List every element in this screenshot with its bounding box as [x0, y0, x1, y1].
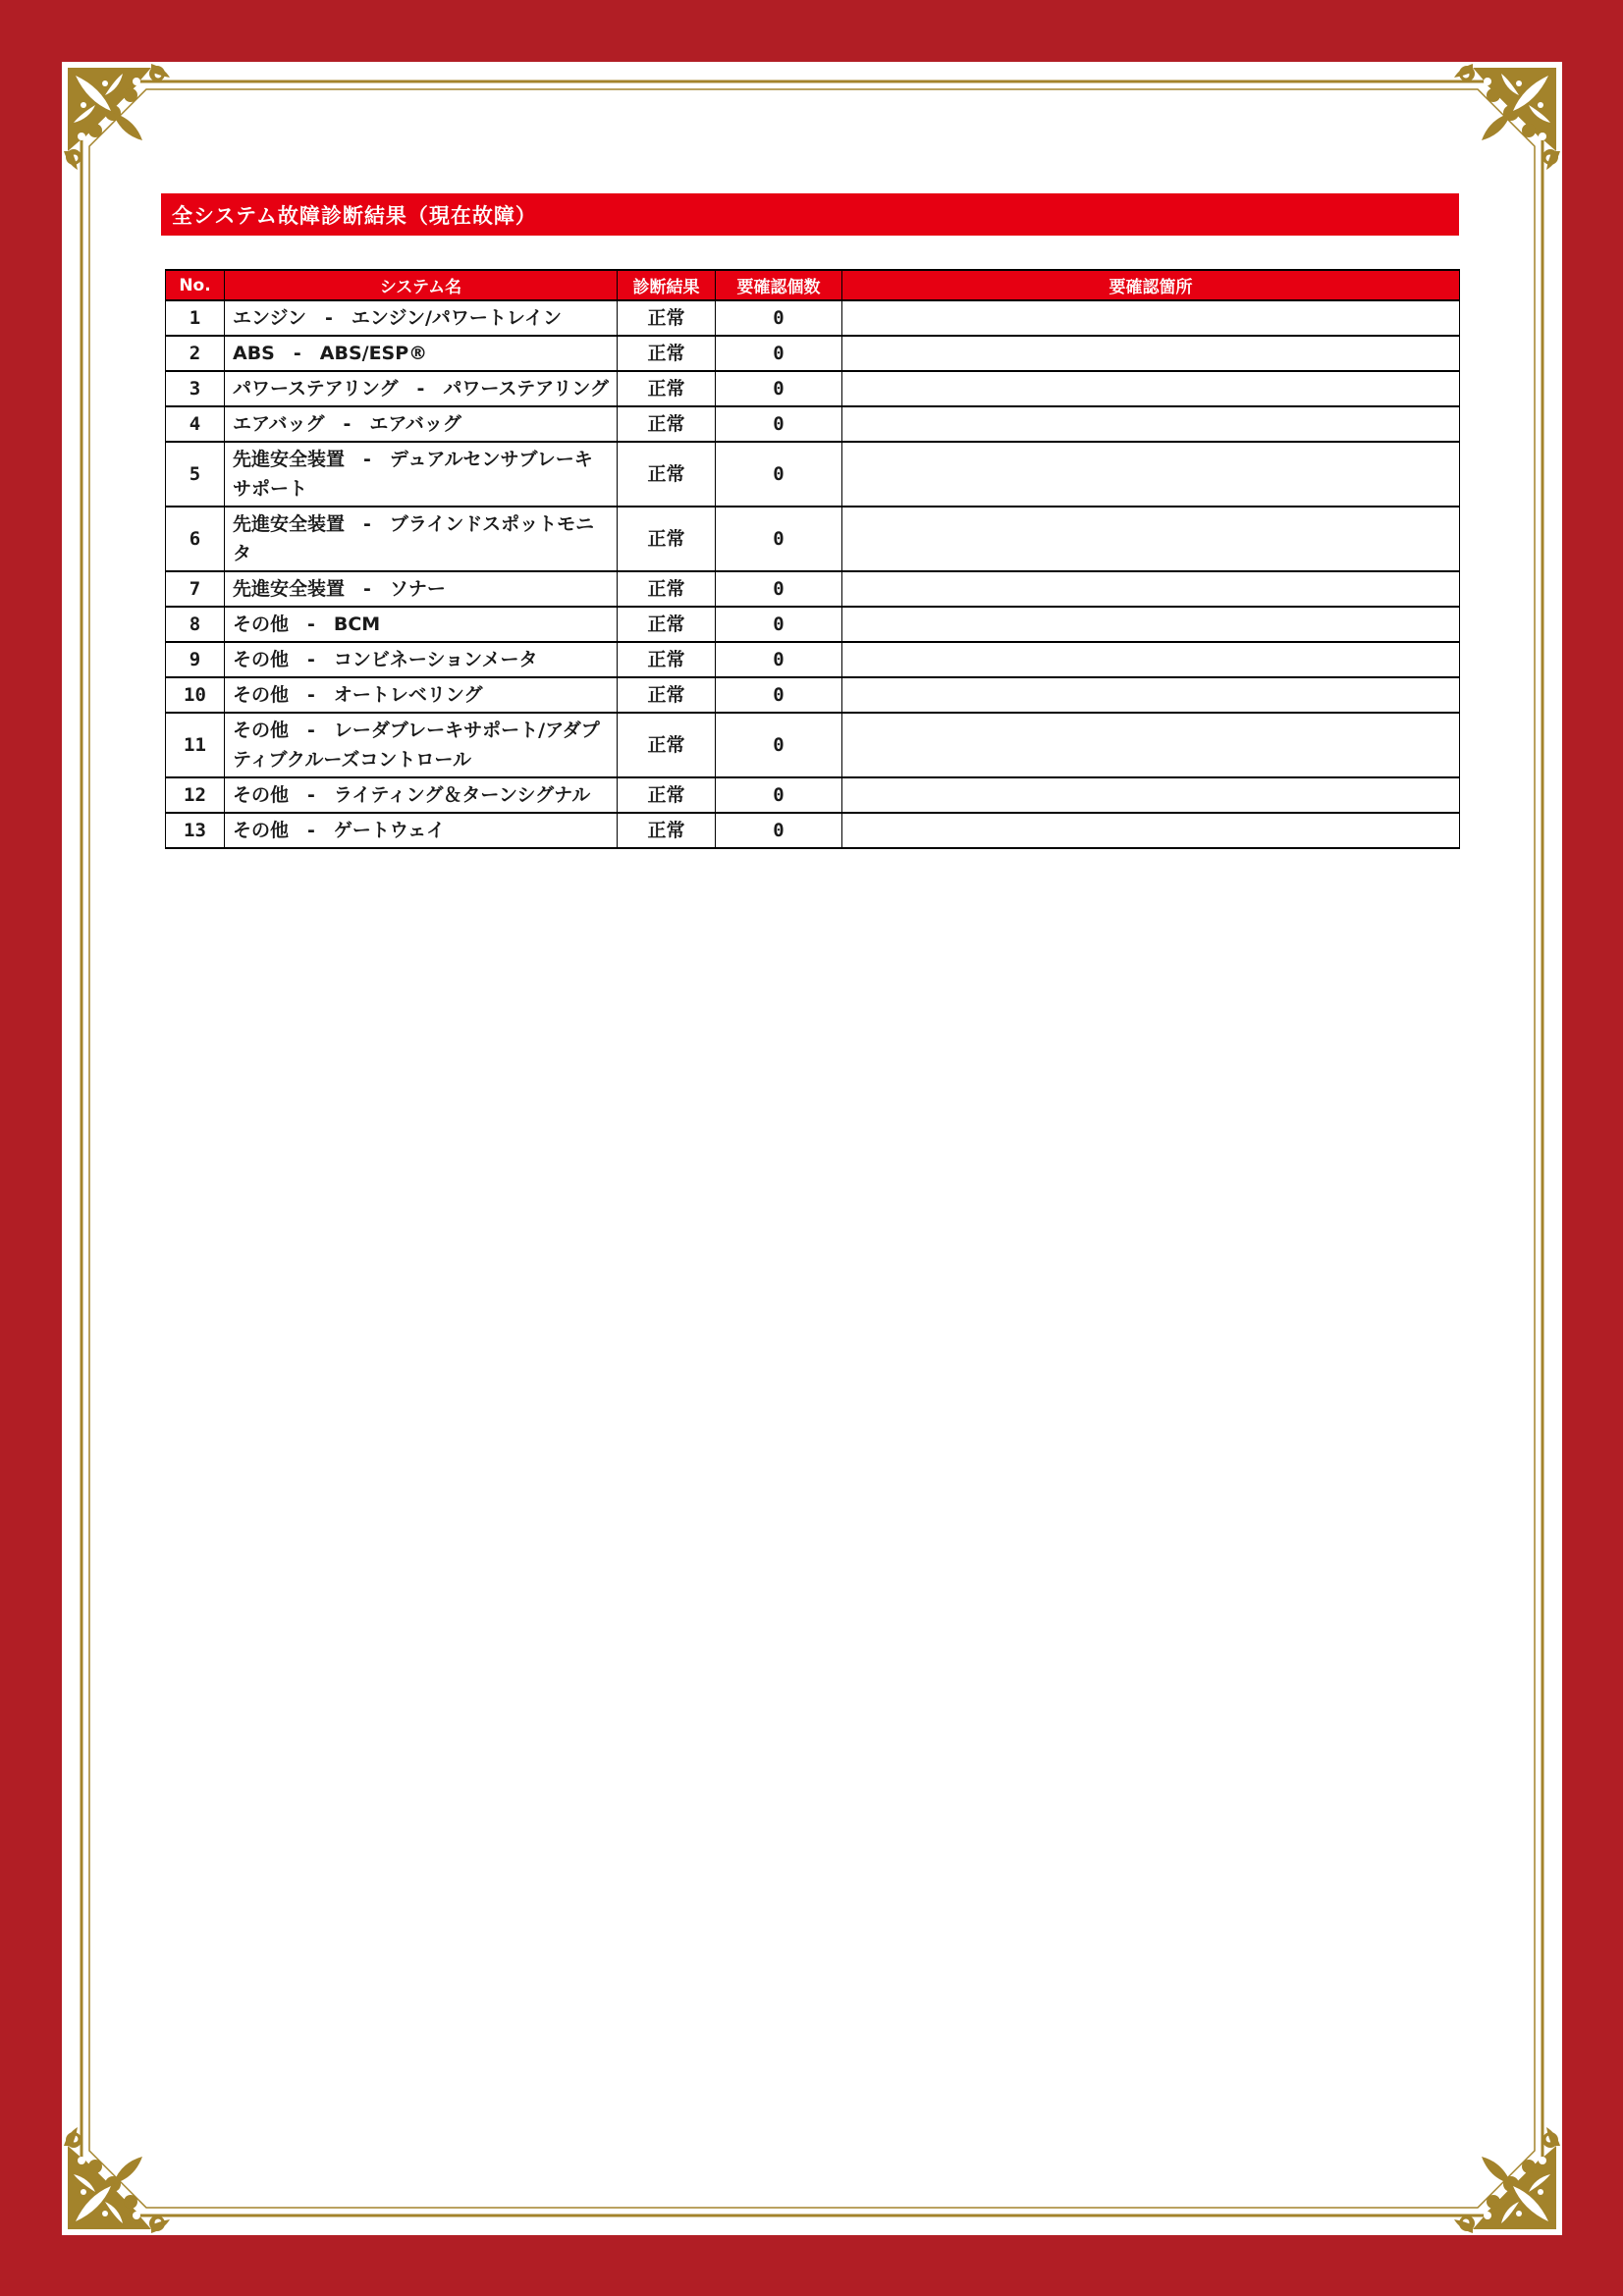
check-locations: [842, 371, 1460, 406]
row-number: 8: [166, 607, 225, 642]
table-row: [166, 777, 1460, 813]
check-locations: [842, 713, 1460, 777]
system-name: エンジン - エンジン/パワートレイン: [225, 300, 618, 336]
check-count: 0: [716, 813, 842, 848]
system-name: ABS - ABS/ESP®: [225, 336, 618, 371]
system-name: パワーステアリング - パワーステアリング: [225, 371, 618, 406]
check-locations: [842, 677, 1460, 713]
system-name: その他 - レーダブレーキサポート/アダプティブクルーズコントロール: [225, 713, 618, 777]
check-count: 0: [716, 336, 842, 371]
page-title: 全システム故障診断結果（現在故障）: [172, 203, 537, 228]
system-name: その他 - ゲートウェイ: [225, 813, 618, 848]
table-row: [166, 336, 1460, 371]
check-count: 0: [716, 300, 842, 336]
check-count: 0: [716, 371, 842, 406]
table-row: [166, 607, 1460, 642]
system-name: その他 - コンビネーションメータ: [225, 642, 618, 677]
check-locations: [842, 406, 1460, 442]
check-locations: [842, 336, 1460, 371]
diagnosis-result: 正常: [618, 713, 716, 777]
check-count: 0: [716, 571, 842, 607]
diagnosis-result: 正常: [618, 607, 716, 642]
row-number: 11: [166, 713, 225, 777]
row-number: 12: [166, 777, 225, 813]
system-name: その他 - BCM: [225, 607, 618, 642]
col-header-result: 診断結果: [618, 270, 716, 300]
check-locations: [842, 777, 1460, 813]
check-locations: [842, 507, 1460, 571]
diagnosis-result: 正常: [618, 371, 716, 406]
diagnosis-result: 正常: [618, 777, 716, 813]
check-count: 0: [716, 642, 842, 677]
row-number: 9: [166, 642, 225, 677]
table-row: [166, 813, 1460, 848]
table-row: [166, 406, 1460, 442]
col-header-system: システム名: [225, 270, 618, 300]
check-count: 0: [716, 677, 842, 713]
check-count: 0: [716, 713, 842, 777]
table-row: [166, 300, 1460, 336]
diagnosis-result: 正常: [618, 442, 716, 507]
diagnosis-result: 正常: [618, 507, 716, 571]
check-locations: [842, 642, 1460, 677]
diagnosis-results-table: [165, 269, 1460, 849]
check-count: 0: [716, 442, 842, 507]
table-row: [166, 371, 1460, 406]
system-name: その他 - オートレベリング: [225, 677, 618, 713]
system-name: その他 - ライティング＆ターンシグナル: [225, 777, 618, 813]
col-header-count: 要確認個数: [716, 270, 842, 300]
table-row: [166, 677, 1460, 713]
row-number: 10: [166, 677, 225, 713]
diagnosis-result: 正常: [618, 300, 716, 336]
check-count: 0: [716, 406, 842, 442]
system-name: 先進安全装置 - ブラインドスポットモニタ: [225, 507, 618, 571]
table-row: [166, 442, 1460, 507]
row-number: 4: [166, 406, 225, 442]
check-locations: [842, 571, 1460, 607]
row-number: 2: [166, 336, 225, 371]
system-name: エアバッグ - エアバッグ: [225, 406, 618, 442]
system-name: 先進安全装置 - ソナー: [225, 571, 618, 607]
row-number: 7: [166, 571, 225, 607]
row-number: 5: [166, 442, 225, 507]
table-row: [166, 713, 1460, 777]
table-row: [166, 642, 1460, 677]
diagnosis-result: 正常: [618, 406, 716, 442]
check-locations: [842, 813, 1460, 848]
check-count: 0: [716, 607, 842, 642]
check-locations: [842, 300, 1460, 336]
row-number: 1: [166, 300, 225, 336]
col-header-no: No.: [166, 270, 225, 300]
diagnosis-result: 正常: [618, 571, 716, 607]
check-count: 0: [716, 507, 842, 571]
diagnosis-result: 正常: [618, 642, 716, 677]
table-row: [166, 507, 1460, 571]
diagnosis-result: 正常: [618, 813, 716, 848]
table-header-row: [166, 270, 1460, 300]
row-number: 13: [166, 813, 225, 848]
row-number: 6: [166, 507, 225, 571]
check-count: 0: [716, 777, 842, 813]
system-name: 先進安全装置 - デュアルセンサブレーキサポート: [225, 442, 618, 507]
diagnosis-result: 正常: [618, 677, 716, 713]
check-locations: [842, 442, 1460, 507]
row-number: 3: [166, 371, 225, 406]
section-title-bar: [161, 193, 1459, 236]
check-locations: [842, 607, 1460, 642]
col-header-locations: 要確認箇所: [842, 270, 1460, 300]
diagnosis-result: 正常: [618, 336, 716, 371]
table-row: [166, 571, 1460, 607]
